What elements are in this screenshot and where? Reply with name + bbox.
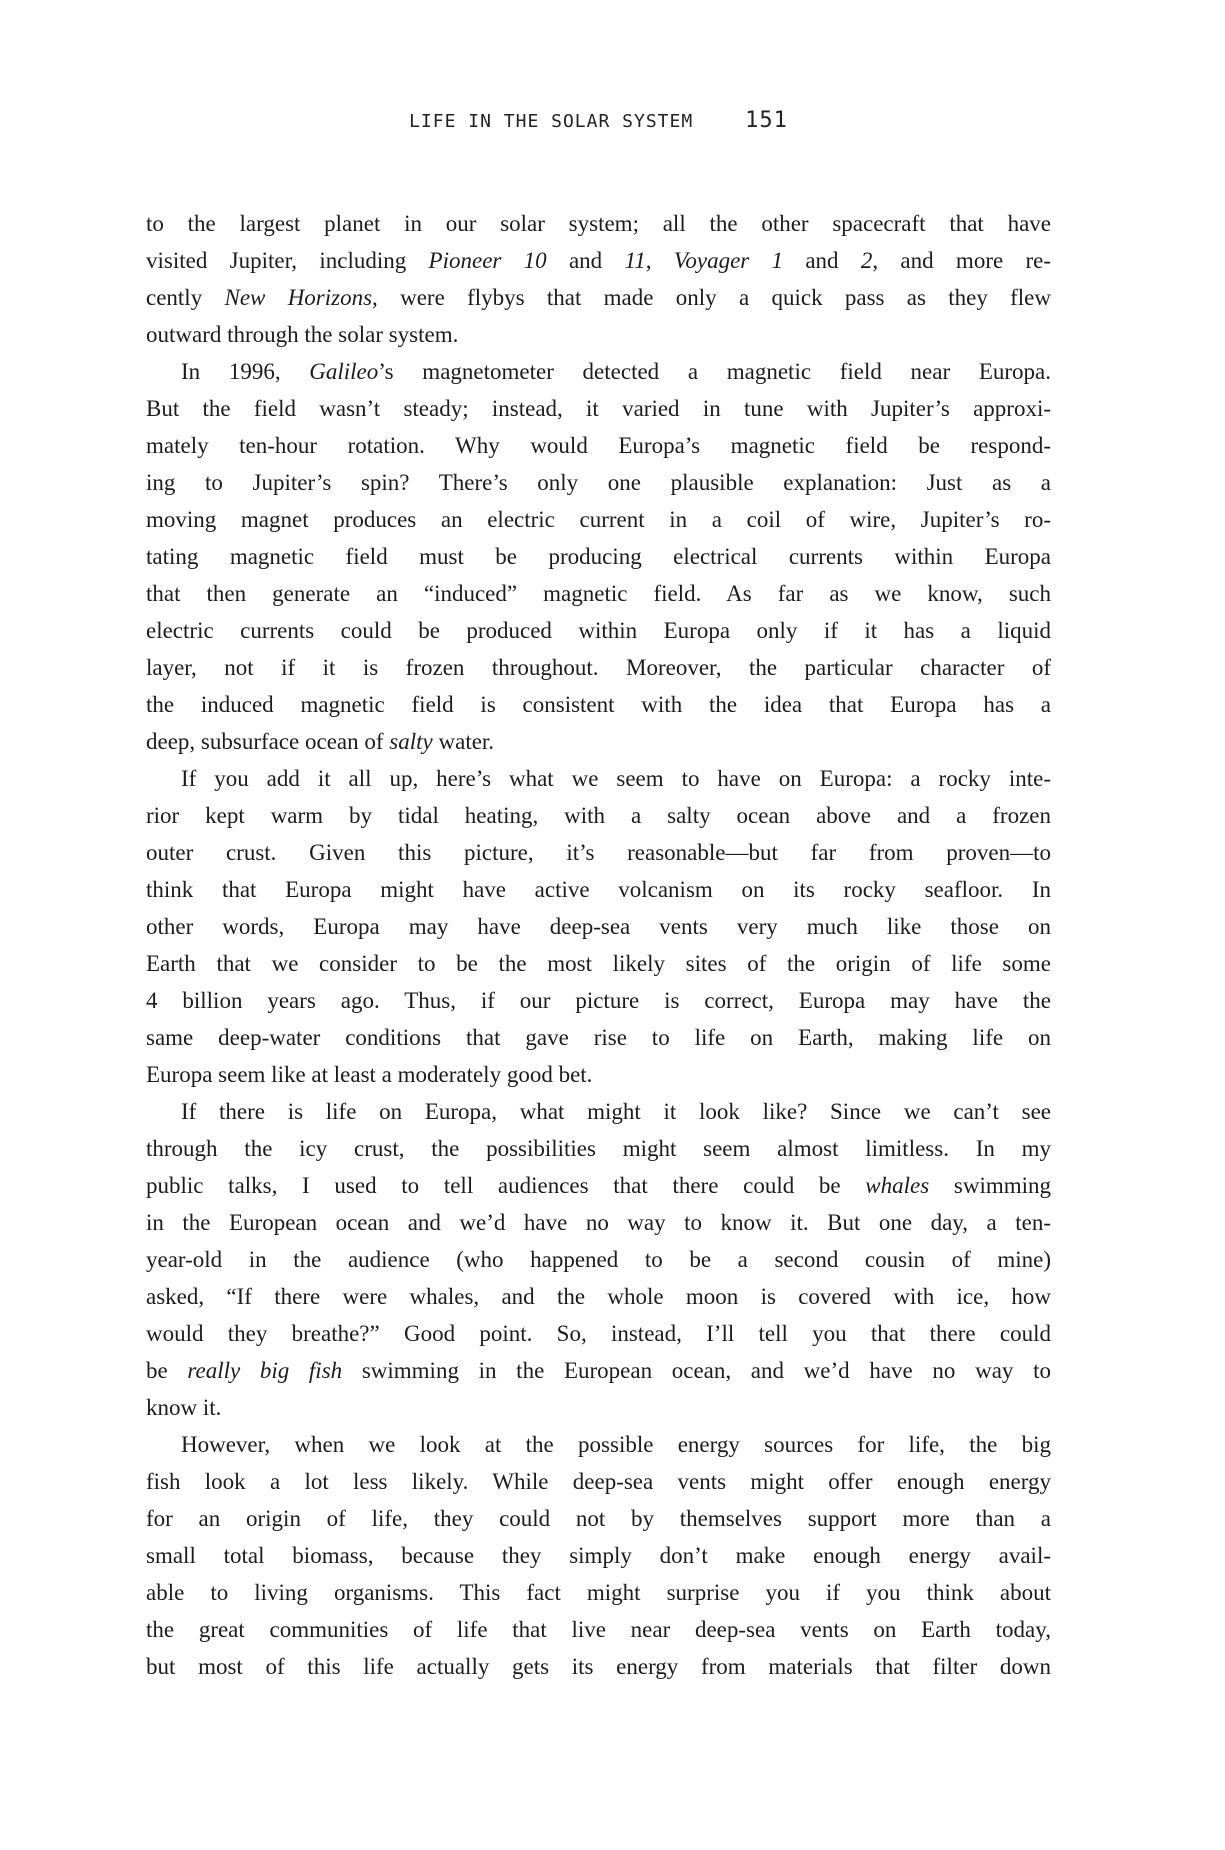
text-run: and [546,248,625,273]
text-run: ing to Jupiter’s spin? There’s only one plausible explanation: Just as a [146,470,1051,495]
text-run: to the largest planet in our solar system; all the other spacecraft that have [146,211,1051,236]
text-line [146,464,1051,501]
text-run: asked, “If there were whales, and the whole moon is covered with ice, how [146,1284,1051,1309]
text-run: the induced magnetic field is consistent with the idea that Europa has a [146,692,1051,717]
text-run: visited Jupiter, including [146,248,429,273]
text-run: small total biomass, because they simply don’t make enough energy avail- [146,1543,1051,1568]
text-line [146,1093,1051,1130]
text-run: In 1996, [181,359,310,384]
text-run: moving magnet produces an electric current in a coil of wire, Jupiter’s ro- [146,507,1051,532]
text-line [146,1611,1051,1648]
text-line [146,834,1051,871]
text-line [146,242,1051,279]
text-run: that then generate an “induced” magnetic field. As far as we know, such [146,581,1051,606]
text-run: deep, subsurface ocean of [146,729,390,754]
text-line [146,1352,1051,1389]
text-run: outward through the solar system. [146,322,459,347]
text-run: through the icy crust, the possibilities might seem almost limitless. In my [146,1136,1051,1161]
text-line [146,1278,1051,1315]
text-run: However, when we look at the possible energy sources for life, the big [181,1432,1051,1457]
text-run: swimming [929,1173,1051,1198]
text-run: mately ten-hour rotation. Why would Europa’s magnetic field be respond- [146,433,1051,458]
text-run: but most of this life actually gets its energy from materials that filter down [146,1654,1051,1679]
text-run: in the European ocean and we’d have no way to know it. But one day, a ten- [146,1210,1051,1235]
italic-text-run: whales [865,1173,930,1198]
paragraph [146,205,1051,353]
text-line [146,760,1051,797]
text-run: , and more re- [872,248,1052,273]
text-line [146,1167,1051,1204]
text-run: water. [432,729,495,754]
text-run: outer crust. Given this picture, it’s reasonable—but far from proven—to [146,840,1051,865]
text-line [146,1389,1051,1426]
text-line [146,1574,1051,1611]
text-line [146,982,1051,1019]
text-run: able to living organisms. This fact might surprise you if you think about [146,1580,1051,1605]
text-run: If there is life on Europa, what might it look like? Since we can’t see [181,1099,1051,1124]
running-title: LIFE IN THE SOLAR SYSTEM [409,111,694,132]
text-line [146,1648,1051,1685]
text-line [146,686,1051,723]
text-line [146,316,1051,353]
running-header [146,108,1051,133]
text-line [146,538,1051,575]
text-line [146,649,1051,686]
text-run: rior kept warm by tidal heating, with a salty ocean above and a frozen [146,803,1051,828]
page-number: 151 [745,108,788,133]
text-line [146,1500,1051,1537]
text-run: know it. [146,1395,222,1420]
text-run: Earth that we consider to be the most likely sites of the origin of life some [146,951,1051,976]
italic-text-run: Voyager 1 [673,248,784,273]
paragraph [146,1426,1051,1685]
paragraph [146,353,1051,760]
text-line [146,1241,1051,1278]
text-line [146,1537,1051,1574]
text-line [146,1056,1051,1093]
text-line [146,1130,1051,1167]
text-line [146,1463,1051,1500]
text-line [146,1315,1051,1352]
text-line [146,575,1051,612]
text-run: swimming in the European ocean, and we’d have no way to [342,1358,1051,1383]
text-run: 4 billion years ago. Thus, if our picture is correct, Europa may have the [146,988,1051,1013]
text-run: tating magnetic field must be producing electrical currents within Europa [146,544,1051,569]
italic-text-run: Pioneer 10 [428,248,547,273]
text-run: for an origin of life, they could not by themselves support more than a [146,1506,1051,1531]
text-run: ’s magnetometer detected a magnetic field near Europa. [378,359,1051,384]
text-line [146,353,1051,390]
text-run: public talks, I used to tell audiences that there could be [146,1173,866,1198]
text-run: If you add it all up, here’s what we seem to have on Europa: a rocky inte- [181,766,1051,791]
text-run: electric currents could be produced within Europa only if it has a liquid [146,618,1051,643]
text-run: year-old in the audience (who happened to be a second cousin of mine) [146,1247,1051,1272]
text-run: be [146,1358,188,1383]
text-line [146,1426,1051,1463]
text-run: layer, not if it is frozen throughout. Moreover, the particular character of [146,655,1051,680]
text-line [146,501,1051,538]
text-run: , [645,248,674,273]
text-line [146,612,1051,649]
italic-text-run: 2 [860,248,873,273]
text-run: would they breathe?” Good point. So, instead, I’ll tell you that there could [146,1321,1051,1346]
text-run: Europa seem like at least a moderately good bet. [146,1062,593,1087]
text-run: same deep-water conditions that gave rise to life on Earth, making life on [146,1025,1051,1050]
text-line [146,871,1051,908]
text-line [146,279,1051,316]
text-run: think that Europa might have active volcanism on its rocky seafloor. In [146,877,1051,902]
italic-text-run: Galileo [309,359,379,384]
italic-text-run: salty [389,729,433,754]
text-run: other words, Europa may have deep-sea vents very much like those on [146,914,1051,939]
text-line [146,1019,1051,1056]
paragraph [146,760,1051,1093]
italic-text-run: really big fish [187,1358,343,1383]
text-line [146,908,1051,945]
text-run: fish look a lot less likely. While deep-sea vents might offer enough energy [146,1469,1051,1494]
text-line [146,1204,1051,1241]
text-run: , were flybys that made only a quick pass as they flew [372,285,1051,310]
text-line [146,945,1051,982]
text-line [146,723,1051,760]
paragraph [146,1093,1051,1426]
text-line [146,797,1051,834]
text-line [146,427,1051,464]
text-line [146,205,1051,242]
text-line [146,390,1051,427]
text-run: and [783,248,861,273]
text-run: But the field wasn’t steady; instead, it varied in tune with Jupiter’s approxi- [146,396,1051,421]
italic-text-run: New Horizons [224,285,373,310]
text-run: the great communities of life that live near deep-sea vents on Earth today, [146,1617,1051,1642]
body-text [146,205,1051,1685]
italic-text-run: 11 [624,248,646,273]
text-run: cently [146,285,225,310]
